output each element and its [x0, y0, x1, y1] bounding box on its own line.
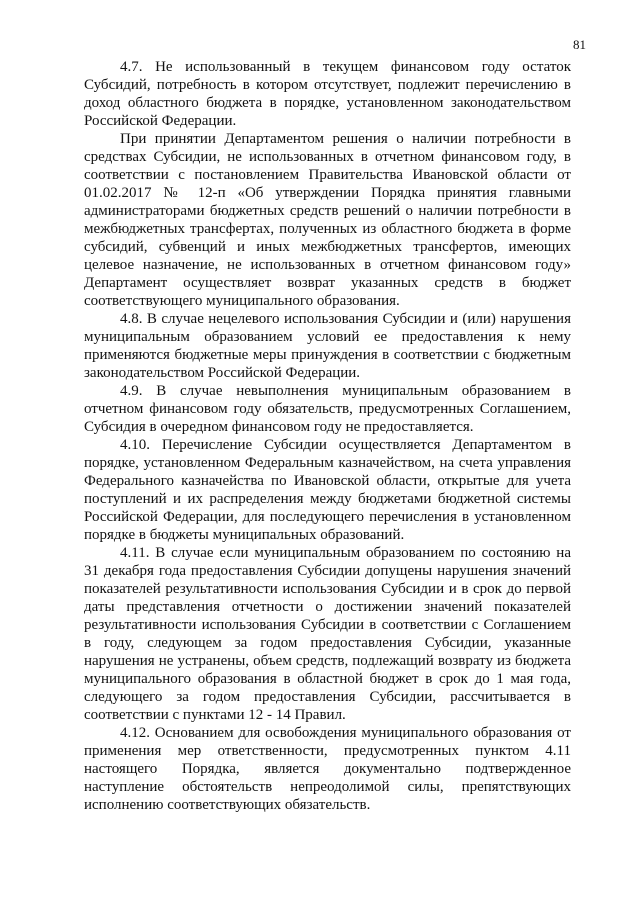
document-body	[84, 58, 571, 814]
paragraph-4-12: 4.12. Основанием для освобождения муниципального образования от применения мер ответственности, предусмотренных пунктом 4.11 настоящего Порядка, является документально подтвержденное наступление обстоятельств непреодолимой силы, препятствующих исполнению соответствующих обязательств.	[84, 725, 571, 813]
page-number: 81	[573, 37, 586, 52]
paragraph-4-9: 4.9. В случае невыполнения муниципальным образованием в отчетном финансовом году обязательств, предусмотренных Соглашением, Субсидия в очередном финансовом году не предоставляется.	[84, 383, 571, 435]
paragraph-4-8: 4.8. В случае нецелевого использования Субсидии и (или) нарушения муниципальным образованием условий ее предоставления к нему применяются бюджетные меры принуждения в соответствии с бюджетным законодательством Российской Федерации.	[84, 311, 571, 381]
paragraph-4-11: 4.11. В случае если муниципальным образованием по состоянию на 31 декабря года предоставления Субсидии допущены нарушения значений показателей результативности использования Субсидии и в срок до первой даты представления отчетности о достижении значений показателей результативности использования Субсидии в соответствии с Соглашением в году, следующем за годом предоставления Субсидии, указанные нарушения не устранены, объем средств, подлежащий возврату из бюджета муниципального образования в областной бюджет в срок до 1 мая года, следующего за годом предоставления Субсидии, рассчитывается в соответствии с пунктами 12 - 14 Правил.	[84, 545, 571, 723]
paragraph-4-10: 4.10. Перечисление Субсидии осуществляется Департаментом в порядке, установленном Федеральным казначейством, на счета управления Федерального казначейства по Ивановской области, открытые для учета поступлений и их распределения между бюджетами бюджетной системы Российской Федерации, для последующего перечисления в установленном порядке в бюджеты муниципальных образований.	[84, 437, 571, 543]
paragraph-4-7: 4.7. Не использованный в текущем финансовом году остаток Субсидий, потребность в котором отсутствует, подлежит перечислению в доход областного бюджета в порядке, установленном законодательством Российской Федерации.	[84, 59, 571, 129]
paragraph-4-7-continuation: При принятии Департаментом решения о наличии потребности в средствах Субсидии, не использованных в отчетном финансовом году, в соответствии с постановлением Правительства Ивановской области от 01.02.2017 № 12-п «Об утверждении Порядка принятия главными администраторами бюджетных средств решений о наличии потребности в межбюджетных трансфертах, полученных из областного бюджета в форме субсидий, субвенций и иных межбюджетных трансфертов, имеющих целевое назначение, не использованных в отчетном финансовом году» Департамент осуществляет возврат указанных средств в бюджет соответствующего муниципального образования.	[84, 131, 571, 309]
